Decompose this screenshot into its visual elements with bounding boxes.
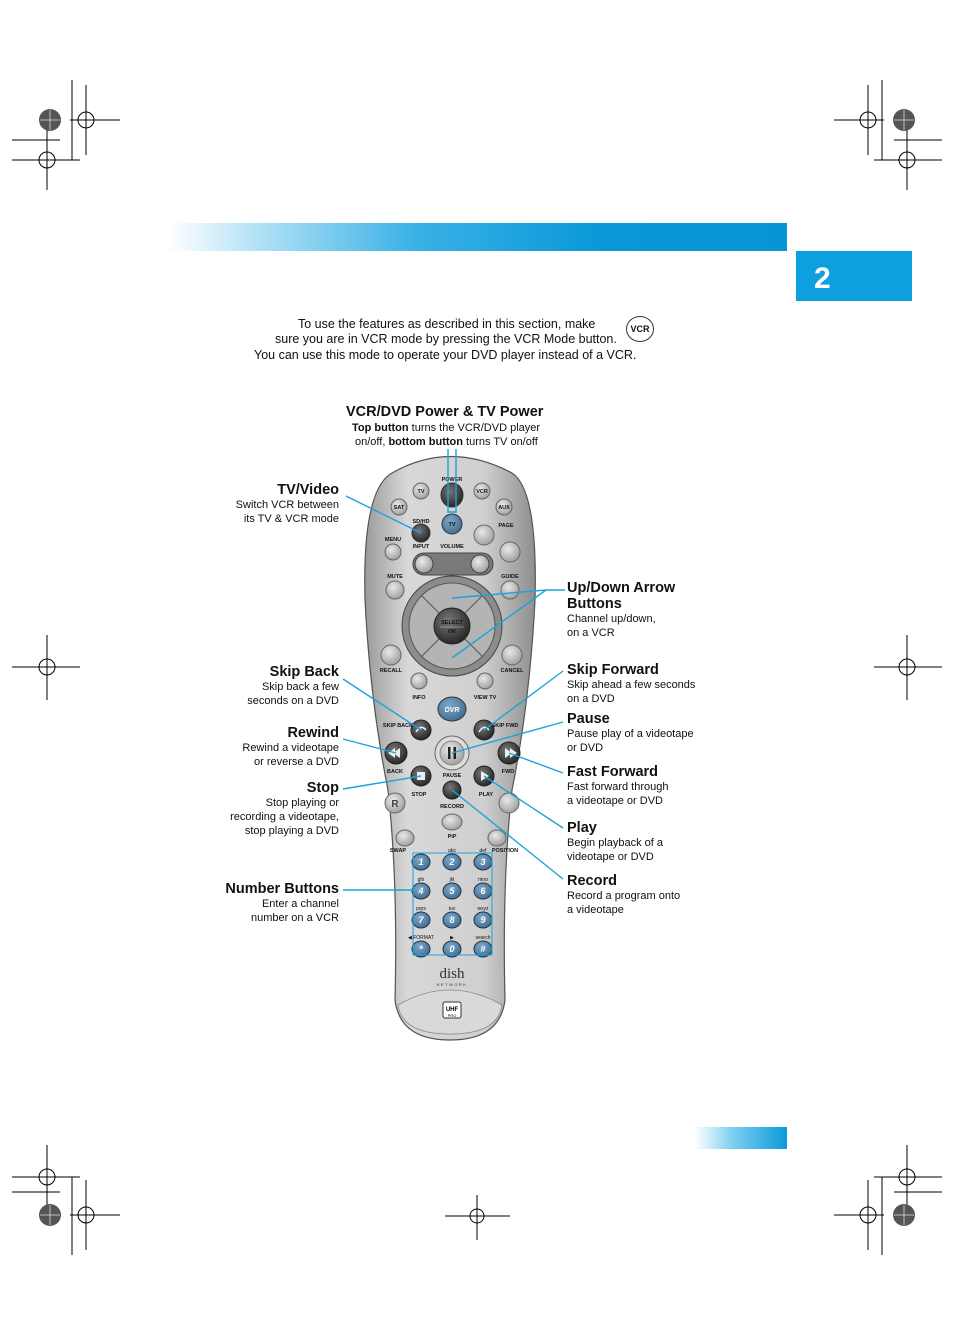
key-letters-6: pqrs [416,906,426,912]
key-label-10: 0 [449,944,455,954]
callout-number-buttons: Number Buttons Enter a channel number on a VCR [225,881,339,924]
key-letters-10: ▶ [450,935,454,941]
callout-skip-forward: Skip Forward Skip ahead a few seconds on a DVD [567,662,696,705]
tv-power-label: TV [448,522,456,528]
menu-button[interactable] [385,544,401,560]
intro-line-1: To use the features as described in this section, make [298,317,596,331]
key-letters-11: search [475,935,491,941]
mute-button[interactable] [386,581,404,599]
dish-network-label: NETWORK [436,982,468,987]
callout-rewind: Rewind Rewind a videotape or reverse a DVD [242,725,339,768]
callout-skip-back: Skip Back Skip back a few seconds on a DVD [247,664,339,707]
dvr-label: DVR [444,707,460,714]
power-button[interactable] [441,483,463,507]
vcr-label: VCR [476,489,488,495]
key-label-6: 7 [418,915,424,925]
power-label: POWER [441,477,463,483]
key-letters-8: wxyz [477,906,489,912]
power-callout-line-1: Top button turns the VCR/DVD player [352,422,541,434]
key-label-3: 4 [418,886,424,896]
key-letters-1: abc [447,848,457,854]
ok-label: OK [447,629,457,635]
vcr-mode-icon: VCR [626,316,654,342]
mute-label: MUTE [387,574,403,580]
select-ok-button[interactable] [434,608,470,644]
callout-tv-video: TV/Video Switch VCR between its TV & VCR mode [235,482,339,525]
key-letters-3: ghi [417,877,425,883]
input-label: INPUT [412,544,430,550]
skip-fwd-label: SKIP FWD [491,723,519,729]
key-letters-4: jkl [449,877,455,883]
menu-label: MENU [384,537,402,543]
intro-line-2: sure you are in VCR mode by pressing the VCR Mode button. [275,332,617,346]
key-label-5: 6 [480,886,486,896]
cancel-label: CANCEL [500,668,524,674]
volume-label: VOLUME [440,544,464,550]
svg-text:UHF: UHF [445,1007,459,1013]
pip-label: PiP [447,834,457,840]
record-label: RECORD [440,804,464,810]
info-button[interactable] [411,673,427,689]
recall-button[interactable] [381,645,401,665]
position-label: POSITION [491,848,519,854]
callout-up-down-arrow: Up/Down Arrow Buttons Channel up/down, on a VCR [567,580,676,639]
swap-label: SWAP [389,848,407,854]
recall-label: RECALL [379,668,403,674]
tv-label: TV [417,489,425,495]
power-callout-line-2: on/off, bottom button turns TV on/off [355,436,538,448]
page-label: PAGE [498,523,514,529]
stop-label: STOP [411,792,427,798]
chapter-number: 2 [814,262,831,295]
swap-button[interactable] [396,830,414,846]
key-label-11: # [480,944,486,954]
intro-line-3: You can use this mode to operate your DVD player instead of a VCR. [254,348,637,362]
callout-stop: Stop Stop playing or recording a videotape, stop playing a DVD [230,780,339,837]
power-callout-title: VCR/DVD Power & TV Power [346,404,544,420]
key-label-2: 3 [480,857,486,867]
volume-down-button[interactable] [415,555,433,573]
callout-fast-forward: Fast Forward Fast forward through a videotape or DVD [567,764,669,807]
dish-logo: dish [439,966,465,982]
guide-button[interactable] [501,581,519,599]
cancel-button[interactable] [502,645,522,665]
page-down-button[interactable] [500,542,520,562]
key-label-7: 8 [449,915,455,925]
callout-pause: Pause Pause play of a videotape or DVD [567,711,694,754]
key-letters-9: ◀ FORMAT [408,935,434,941]
volume-up-button[interactable] [471,555,489,573]
view-tv-button[interactable] [477,673,493,689]
key-letters-7: tuv [448,906,456,912]
fwd-label: FWD [501,769,515,775]
sdhd-label: SD/HD [412,519,430,525]
lock-button[interactable] [499,793,519,813]
key-label-9: * [419,944,423,954]
key-label-1: 2 [449,857,455,867]
sat-label: SAT [393,505,405,511]
key-label-0: 1 [418,857,424,867]
skip-back-label: SKIP BACK [382,723,414,729]
key-label-8: 9 [480,915,486,925]
key-label-4: 5 [449,886,455,896]
callout-record: Record Record a program onto a videotape [567,873,681,916]
back-label: BACK [387,769,403,775]
aux-label: AUX [498,505,510,511]
svg-text:R: R [391,799,399,810]
pip-button[interactable] [442,814,462,830]
pause-label: PAUSE [442,773,462,779]
view-tv-label: VIEW TV [473,695,497,701]
position-button[interactable] [488,830,506,846]
callout-play: Play Begin playback of a videotape or DVD [567,820,664,863]
svg-text:PRO: PRO [447,1013,457,1018]
key-letters-2: def [479,848,487,854]
key-letters-5: mno [478,877,488,883]
select-label: SELECT [441,620,463,626]
page-up-button[interactable] [474,525,494,545]
play-label: PLAY [478,792,494,798]
info-label: INFO [412,695,426,701]
guide-label: GUIDE [501,574,519,580]
